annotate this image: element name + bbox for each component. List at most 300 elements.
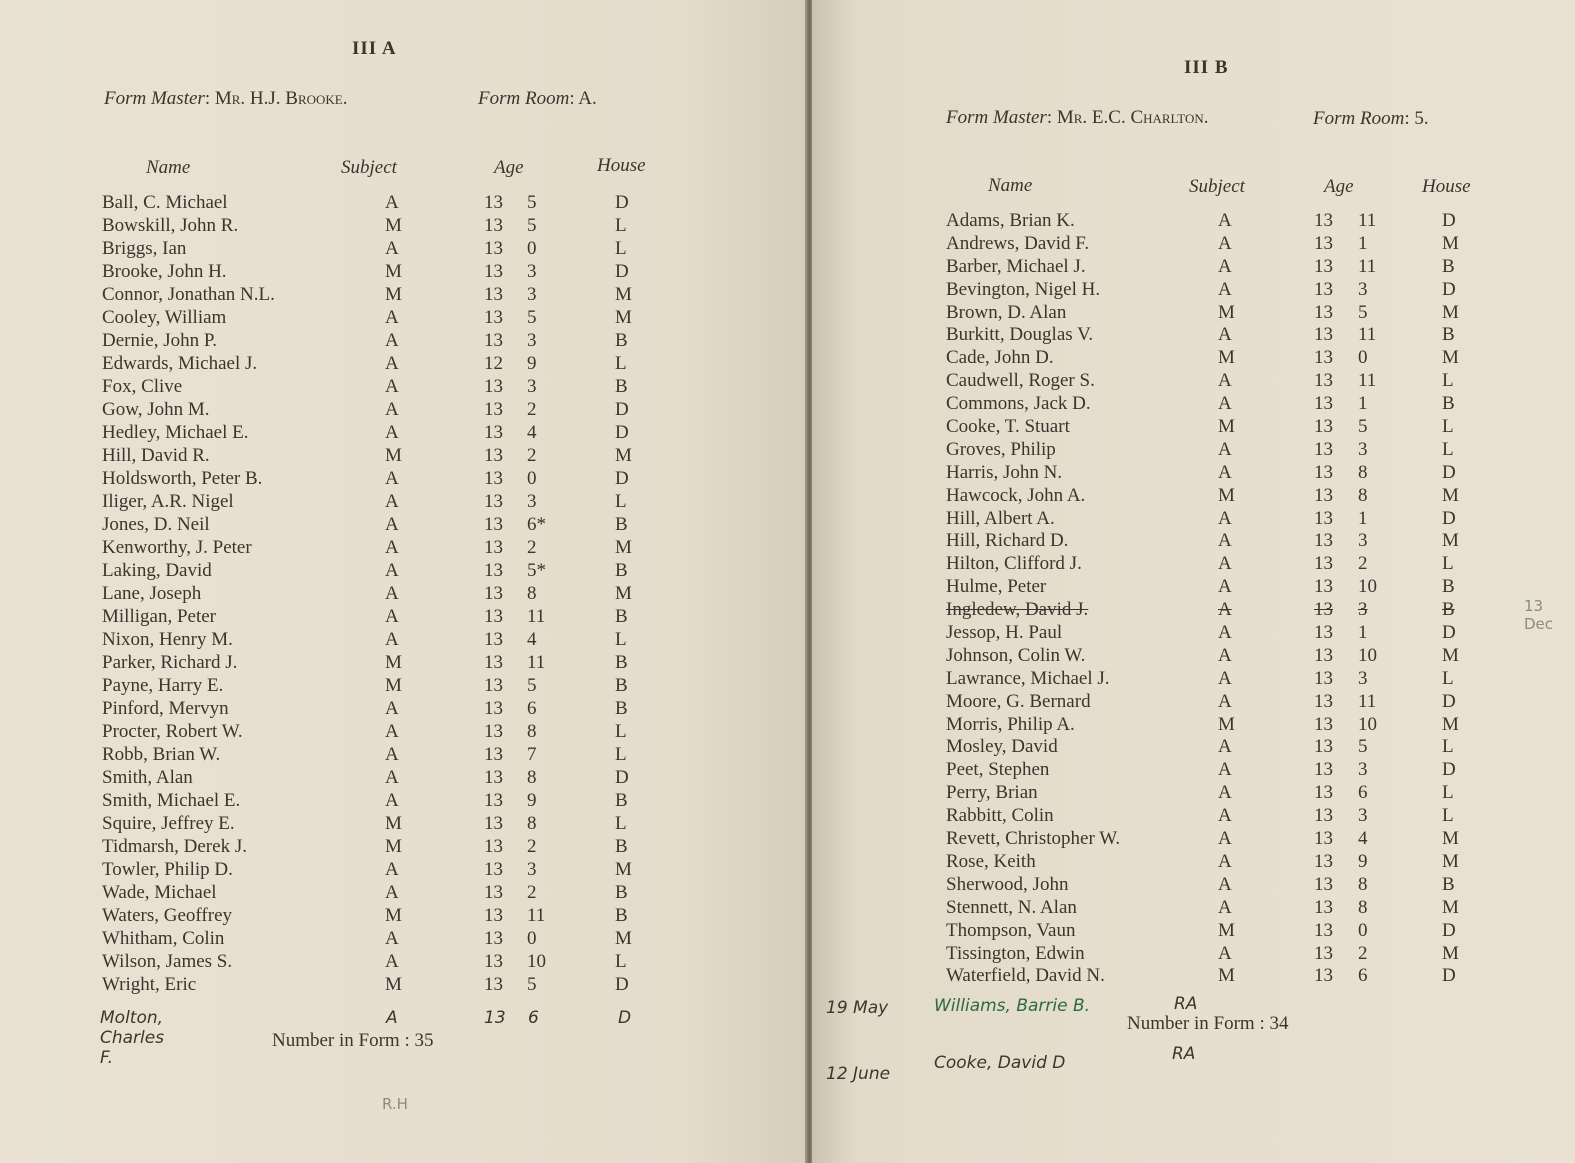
student-age: 13: [484, 652, 503, 673]
student-months: 10: [527, 951, 546, 972]
student-house: B: [615, 905, 628, 926]
student-subject: A: [1218, 507, 1232, 529]
student-months: 6*: [527, 514, 546, 535]
student-house: B: [1442, 873, 1455, 895]
student-months: 7: [527, 744, 537, 765]
student-row: [812, 462, 1575, 485]
student-row: [812, 370, 1575, 393]
student-age: 13: [1314, 370, 1333, 392]
student-row: [812, 599, 1575, 622]
student-name: Procter, Robert W.: [102, 721, 243, 742]
student-months: 11: [527, 606, 546, 627]
student-name: Robb, Brian W.: [102, 744, 221, 765]
student-age: 13: [484, 192, 503, 213]
student-age: 12: [484, 353, 503, 374]
student-house: M: [615, 307, 632, 328]
student-name: Perry, Brian: [946, 782, 1038, 804]
student-months: 1: [1358, 232, 1368, 254]
student-months: 8: [1358, 461, 1368, 483]
handwritten-entry-1: Williams, Barrie B.: [934, 996, 1091, 1016]
form-master-line: Form Master: Mr. E.C. Charlton.: [946, 107, 1209, 128]
student-house: L: [615, 491, 627, 512]
student-age: 13: [484, 560, 503, 581]
header-house: House: [597, 155, 646, 176]
handwritten-months: 6: [528, 1008, 539, 1028]
student-row: [812, 805, 1575, 828]
student-house: L: [1442, 667, 1454, 689]
student-months: 9: [1358, 850, 1368, 872]
student-age: 13: [1314, 873, 1333, 895]
handwritten-subject: A: [386, 1008, 398, 1028]
student-age: 13: [484, 767, 503, 788]
student-house: M: [615, 284, 632, 305]
student-house: L: [615, 813, 627, 834]
student-row: [812, 622, 1575, 645]
student-subject: A: [1218, 530, 1232, 552]
student-subject: A: [1218, 553, 1232, 575]
student-house: L: [1442, 736, 1454, 758]
student-row: [812, 439, 1575, 462]
student-months: 5: [527, 192, 537, 213]
student-name: Hilton, Clifford J.: [946, 553, 1082, 575]
student-age: 13: [484, 698, 503, 719]
student-age: 13: [484, 330, 503, 351]
student-age: 13: [484, 583, 503, 604]
student-age: 13: [484, 974, 503, 995]
student-age: 13: [484, 261, 503, 282]
student-house: L: [1442, 438, 1454, 460]
student-months: 10: [1358, 713, 1377, 735]
student-age: 13: [484, 491, 503, 512]
student-age: 13: [1314, 255, 1333, 277]
student-subject: M: [1218, 301, 1235, 323]
student-age: 13: [484, 284, 503, 305]
student-house: B: [615, 560, 628, 581]
student-row: [0, 307, 808, 330]
student-name: Towler, Philip D.: [102, 859, 233, 880]
student-name: Bowskill, John R.: [102, 215, 239, 236]
student-name: Dernie, John P.: [102, 330, 218, 351]
student-row: [0, 238, 808, 261]
student-subject: A: [385, 307, 399, 328]
student-row: [0, 399, 808, 422]
student-row: [812, 233, 1575, 256]
student-months: 5: [527, 974, 537, 995]
student-subject: A: [385, 238, 399, 259]
student-months: 5*: [527, 560, 546, 581]
right-page: [812, 0, 1575, 1163]
student-house: M: [615, 445, 632, 466]
student-row: [812, 302, 1575, 325]
student-name: Whitham, Colin: [102, 928, 225, 949]
header-name: Name: [146, 157, 191, 178]
student-house: M: [1442, 530, 1459, 552]
student-subject: M: [1218, 347, 1235, 369]
student-house: M: [1442, 232, 1459, 254]
student-house: L: [1442, 553, 1454, 575]
form-master-line: Form Master: Mr. H.J. Brooke.: [104, 88, 348, 109]
student-months: 3: [1358, 759, 1368, 781]
handwritten-house: D: [618, 1008, 632, 1028]
form-master-label: Form Master: [104, 88, 205, 109]
student-row: [0, 790, 808, 813]
student-row: [812, 485, 1575, 508]
student-age: 13: [484, 859, 503, 880]
student-subject: A: [1218, 461, 1232, 483]
student-name: Brown, D. Alan: [946, 301, 1067, 323]
student-age: 13: [1314, 850, 1333, 872]
student-name: Ingledew, David J.: [946, 599, 1089, 621]
student-subject: M: [385, 261, 402, 282]
student-name: Smith, Alan: [102, 767, 193, 788]
student-row: [0, 537, 808, 560]
student-subject: A: [385, 859, 399, 880]
student-name: Connor, Jonathan N.L.: [102, 284, 275, 305]
student-row: [0, 721, 808, 744]
student-subject: A: [385, 353, 399, 374]
form-room: 5.: [1414, 108, 1429, 129]
student-name: Wade, Michael: [102, 882, 217, 903]
student-name: Harris, John N.: [946, 461, 1063, 483]
student-row: [812, 553, 1575, 576]
student-row: [812, 576, 1575, 599]
header-house: House: [1422, 176, 1471, 197]
student-row: [812, 508, 1575, 531]
student-months: 3: [1358, 438, 1368, 460]
student-months: 5: [1358, 416, 1368, 438]
student-subject: A: [1218, 896, 1232, 918]
student-name: Parker, Richard J.: [102, 652, 238, 673]
student-name: Pinford, Mervyn: [102, 698, 229, 719]
student-house: B: [615, 376, 628, 397]
student-house: L: [615, 951, 627, 972]
student-name: Adams, Brian K.: [946, 210, 1075, 231]
student-row: [0, 261, 808, 284]
student-months: 4: [1358, 828, 1368, 850]
student-subject: A: [385, 376, 399, 397]
student-subject: A: [1218, 324, 1232, 346]
student-age: 13: [1314, 484, 1333, 506]
student-name: Edwards, Michael J.: [102, 353, 258, 374]
student-age: 13: [484, 836, 503, 857]
student-house: D: [615, 399, 629, 420]
form-room-label: Form Room: [478, 88, 570, 109]
student-subject: A: [1218, 393, 1232, 415]
student-row: [0, 192, 808, 215]
student-months: 3: [1358, 805, 1368, 827]
student-name: Tidmarsh, Derek J.: [102, 836, 247, 857]
student-house: B: [615, 882, 628, 903]
student-house: M: [615, 537, 632, 558]
student-months: 11: [1358, 370, 1377, 392]
student-age: 13: [484, 629, 503, 650]
student-house: D: [615, 974, 629, 995]
pencil-note: R.H: [382, 1095, 408, 1113]
student-house: D: [615, 468, 629, 489]
student-age: 13: [1314, 301, 1333, 323]
student-age: 13: [484, 215, 503, 236]
student-house: L: [615, 629, 627, 650]
student-row: [0, 215, 808, 238]
student-subject: A: [385, 698, 399, 719]
student-months: 8: [1358, 484, 1368, 506]
student-months: 3: [527, 284, 537, 305]
student-house: D: [615, 767, 629, 788]
student-row: [0, 629, 808, 652]
student-subject: A: [385, 721, 399, 742]
student-name: Cooley, William: [102, 307, 227, 328]
student-house: B: [1442, 393, 1455, 415]
student-subject: A: [1218, 255, 1232, 277]
student-subject: A: [1218, 644, 1232, 666]
student-house: B: [1442, 599, 1455, 621]
student-months: 11: [1358, 690, 1377, 712]
student-row: [812, 530, 1575, 553]
student-age: 13: [1314, 805, 1333, 827]
student-house: D: [1442, 507, 1456, 529]
student-house: M: [1442, 942, 1459, 964]
student-subject: A: [385, 790, 399, 811]
student-name: Brooke, John H.: [102, 261, 227, 282]
form-master-label: Form Master: [946, 107, 1047, 128]
student-subject: M: [1218, 919, 1235, 941]
student-months: 3: [527, 376, 537, 397]
student-name: Holdsworth, Peter B.: [102, 468, 263, 489]
student-house: M: [615, 859, 632, 880]
handwritten-marker-1: RA: [1174, 994, 1198, 1014]
student-house: L: [615, 238, 627, 259]
student-house: D: [1442, 622, 1456, 644]
student-age: 13: [1314, 393, 1333, 415]
student-subject: M: [385, 813, 402, 834]
student-subject: A: [385, 767, 399, 788]
student-subject: M: [385, 905, 402, 926]
student-age: 13: [484, 468, 503, 489]
student-name: Hill, David R.: [102, 445, 210, 466]
student-age: 13: [1314, 347, 1333, 369]
student-months: 0: [527, 928, 537, 949]
student-house: M: [1442, 828, 1459, 850]
student-months: 2: [527, 399, 537, 420]
student-subject: A: [1218, 828, 1232, 850]
student-age: 13: [1314, 759, 1333, 781]
student-months: 5: [527, 675, 537, 696]
student-age: 13: [484, 675, 503, 696]
student-row: [0, 353, 808, 376]
student-age: 13: [1314, 438, 1333, 460]
student-subject: A: [1218, 599, 1232, 621]
student-name: Gow, John M.: [102, 399, 210, 420]
student-house: B: [615, 330, 628, 351]
student-name: Barber, Michael J.: [946, 255, 1086, 277]
student-row: [812, 279, 1575, 302]
student-age: 13: [1314, 461, 1333, 483]
student-name: Bevington, Nigel H.: [946, 278, 1101, 300]
student-months: 6: [527, 698, 537, 719]
student-months: 0: [1358, 919, 1368, 941]
student-name: Wright, Eric: [102, 974, 197, 995]
student-age: 13: [484, 721, 503, 742]
student-age: 13: [1314, 965, 1333, 987]
student-months: 11: [1358, 210, 1377, 231]
student-name: Mosley, David: [946, 736, 1058, 758]
student-age: 13: [484, 376, 503, 397]
student-age: 13: [484, 882, 503, 903]
student-house: M: [1442, 644, 1459, 666]
student-name: Burkitt, Douglas V.: [946, 324, 1094, 346]
student-row: [0, 882, 808, 905]
student-row: [812, 943, 1575, 966]
student-months: 1: [1358, 622, 1368, 644]
student-months: 1: [1358, 507, 1368, 529]
student-subject: M: [1218, 713, 1235, 735]
student-subject: M: [1218, 484, 1235, 506]
student-age: 13: [484, 422, 503, 443]
student-house: L: [1442, 370, 1454, 392]
student-subject: A: [385, 330, 399, 351]
student-age: 13: [484, 307, 503, 328]
student-age: 13: [484, 951, 503, 972]
form-room-label: Form Room: [1313, 108, 1405, 129]
student-house: L: [615, 744, 627, 765]
student-age: 13: [1314, 736, 1333, 758]
student-house: D: [615, 261, 629, 282]
student-months: 5: [527, 307, 537, 328]
student-house: B: [1442, 255, 1455, 277]
student-name: Ball, C. Michael: [102, 192, 228, 213]
student-name: Stennett, N. Alan: [946, 896, 1077, 918]
student-months: 4: [527, 422, 537, 443]
header-name: Name: [988, 175, 1033, 196]
student-months: 8: [527, 767, 537, 788]
student-name: Milligan, Peter: [102, 606, 216, 627]
form-room: A.: [578, 88, 597, 109]
student-name: Payne, Harry E.: [102, 675, 224, 696]
student-age: 13: [1314, 919, 1333, 941]
student-months: 3: [1358, 599, 1368, 621]
student-name: Sherwood, John: [946, 873, 1069, 895]
student-months: 2: [527, 445, 537, 466]
student-months: 3: [1358, 667, 1368, 689]
student-row: [812, 668, 1575, 691]
student-house: M: [1442, 484, 1459, 506]
student-subject: A: [1218, 210, 1232, 231]
student-age: 13: [484, 606, 503, 627]
student-age: 13: [484, 790, 503, 811]
student-name: Wilson, James S.: [102, 951, 233, 972]
student-row: [0, 813, 808, 836]
student-age: 13: [484, 744, 503, 765]
form-master: Mr. H.J. Brooke.: [214, 88, 348, 109]
student-age: 13: [1314, 690, 1333, 712]
student-name: Groves, Philip: [946, 438, 1056, 460]
student-months: 11: [1358, 255, 1377, 277]
student-age: 13: [1314, 576, 1333, 598]
student-subject: A: [385, 744, 399, 765]
student-months: 0: [527, 238, 537, 259]
student-subject: A: [385, 468, 399, 489]
student-house: M: [1442, 347, 1459, 369]
student-row: [812, 347, 1575, 370]
student-house: L: [1442, 805, 1454, 827]
form-count: Number in Form : 35: [272, 1030, 434, 1051]
student-row: [0, 836, 808, 859]
student-name: Hulme, Peter: [946, 576, 1047, 598]
handwritten-entry-2: Cooke, David D: [934, 1053, 1066, 1073]
student-name: Jones, D. Neil: [102, 514, 210, 535]
student-age: 13: [1314, 942, 1333, 964]
student-months: 9: [527, 790, 537, 811]
student-subject: A: [385, 514, 399, 535]
form-room-line: Form Room: A.: [478, 88, 597, 109]
student-name: Caudwell, Roger S.: [946, 370, 1095, 392]
student-subject: A: [1218, 759, 1232, 781]
student-house: M: [615, 928, 632, 949]
student-house: D: [1442, 690, 1456, 712]
student-name: Waters, Geoffrey: [102, 905, 233, 926]
student-age: 13: [1314, 622, 1333, 644]
student-row: [812, 851, 1575, 874]
student-age: 13: [1314, 599, 1333, 621]
form-room-line: Form Room: 5.: [1313, 108, 1429, 129]
student-row: [0, 905, 808, 928]
header-subject: Subject: [341, 157, 397, 178]
student-months: 3: [527, 261, 537, 282]
student-months: 6: [1358, 782, 1368, 804]
handwritten-marker-2: RA: [1172, 1044, 1196, 1064]
pencil-note-dec: 13 Dec: [1524, 597, 1554, 633]
student-subject: A: [385, 537, 399, 558]
student-age: 13: [484, 537, 503, 558]
student-house: L: [615, 721, 627, 742]
student-row: [0, 468, 808, 491]
student-name: Morris, Philip A.: [946, 713, 1075, 735]
student-age: 13: [1314, 210, 1333, 231]
student-subject: A: [385, 951, 399, 972]
student-house: M: [1442, 850, 1459, 872]
student-subject: A: [1218, 873, 1232, 895]
student-subject: A: [385, 629, 399, 650]
student-months: 4: [527, 629, 537, 650]
student-name: Fox, Clive: [102, 376, 183, 397]
student-months: 8: [1358, 896, 1368, 918]
student-row: [0, 330, 808, 353]
student-house: M: [1442, 896, 1459, 918]
student-subject: A: [385, 882, 399, 903]
student-name: Smith, Michael E.: [102, 790, 241, 811]
student-subject: M: [385, 675, 402, 696]
form-title: III A: [352, 38, 397, 59]
student-subject: M: [385, 974, 402, 995]
student-months: 2: [1358, 553, 1368, 575]
student-months: 11: [527, 652, 546, 673]
student-house: D: [1442, 461, 1456, 483]
student-months: 3: [527, 491, 537, 512]
student-age: 13: [1314, 324, 1333, 346]
student-subject: M: [1218, 416, 1235, 438]
student-row: [812, 965, 1575, 988]
student-age: 13: [1314, 713, 1333, 735]
student-months: 10: [1358, 644, 1377, 666]
student-months: 2: [527, 882, 537, 903]
student-row: [812, 416, 1575, 439]
form-master: Mr. E.C. Charlton.: [1056, 107, 1209, 128]
student-row: [812, 714, 1575, 737]
student-age: 13: [1314, 553, 1333, 575]
student-subject: A: [1218, 736, 1232, 758]
student-house: D: [1442, 919, 1456, 941]
student-name: Hedley, Michael E.: [102, 422, 249, 443]
